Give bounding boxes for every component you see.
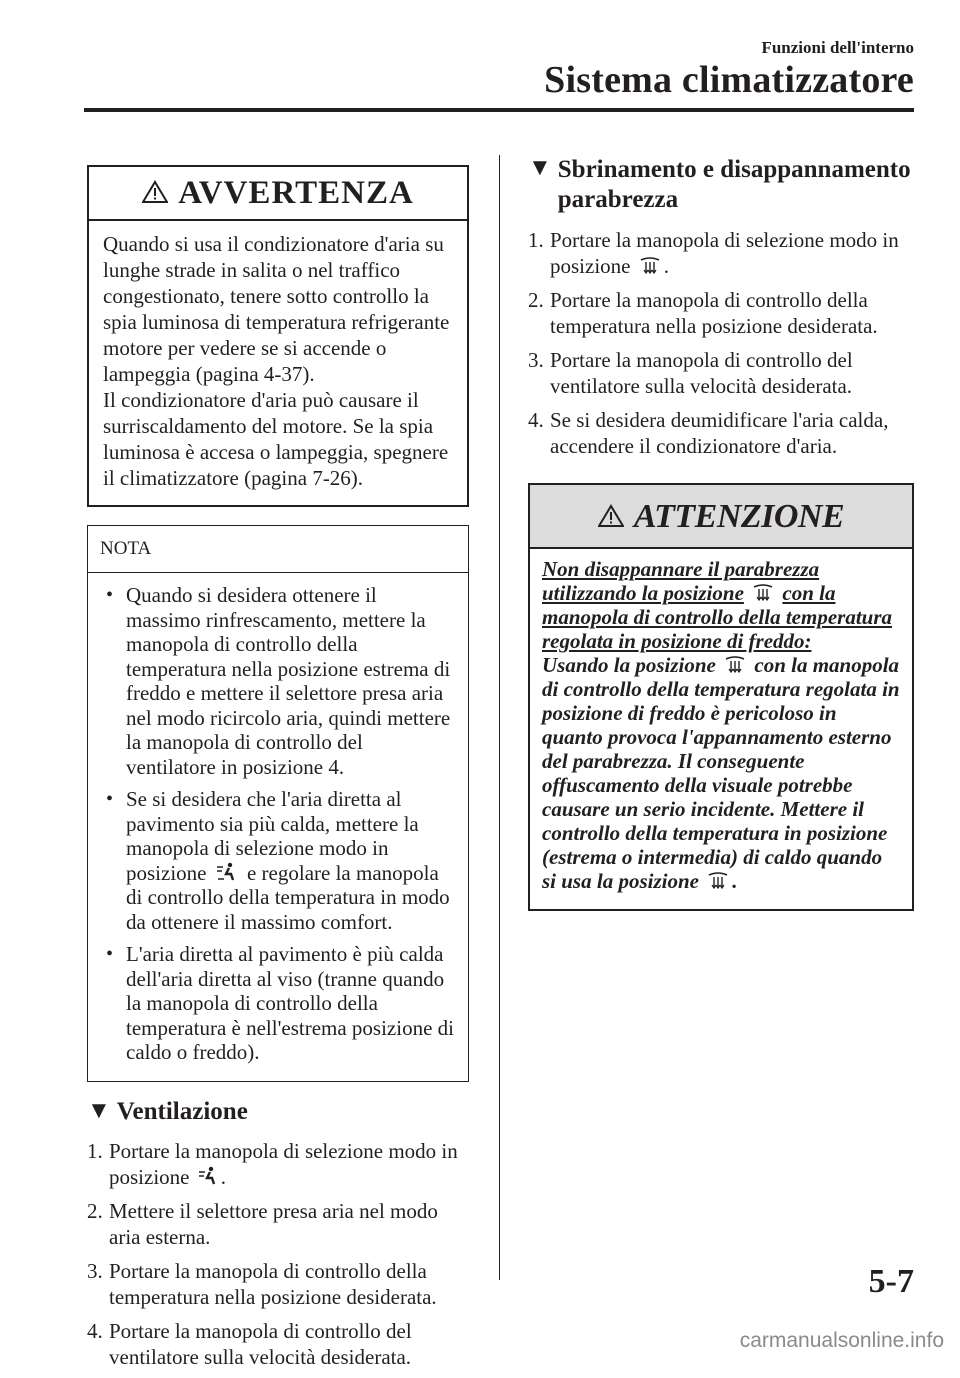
step-suffix: . bbox=[663, 254, 669, 278]
ventilazione-step-3 bbox=[87, 1258, 469, 1310]
ventilazione-steps bbox=[87, 1138, 469, 1370]
attenzione-text-2: con la manopola di controllo della temperatura regolata in posizione di freddo è pericoloso in quanto provoca l'appannamento esterno del parabrezza. Il conseguente offuscamento della visuale potrebbe causare un serio incidente. Mettere il controllo della temperatura in posizione (estrema o intermedia) di caldo quando si usa la posizione bbox=[542, 653, 900, 893]
defrost-icon bbox=[707, 872, 729, 890]
nota-bullet-2-text-b: e regolare la manopola di controllo della temperatura in modo da ottenere il massimo comfort. bbox=[126, 860, 450, 934]
attenzione-body bbox=[530, 549, 912, 909]
left-column bbox=[87, 165, 469, 1378]
warning-triangle-icon bbox=[598, 504, 624, 528]
attenzione-header bbox=[530, 485, 912, 549]
header-section: Funzioni dell'interno bbox=[761, 38, 914, 57]
step-number: 2. bbox=[528, 288, 544, 312]
sbrinamento-title: Sbrinamento e disappannamento parabrezza bbox=[557, 156, 911, 213]
warning-header bbox=[89, 167, 467, 221]
defrost-icon bbox=[724, 656, 746, 674]
column-divider bbox=[499, 155, 500, 1280]
sbrinamento-step-1 bbox=[528, 227, 914, 279]
defrost-icon bbox=[639, 257, 661, 275]
floor-face-mode-icon bbox=[215, 862, 239, 882]
step-text: Portare la manopola di selezione modo in posizione bbox=[550, 228, 899, 278]
right-column bbox=[528, 155, 914, 911]
nota-bullet-3: • L'aria diretta al pavimento è più calda dell'aria diretta al viso (tranne quando la manopola di controllo della temperatura è nell'estrema posizione di caldo o freddo). bbox=[102, 942, 454, 1065]
ventilazione-section bbox=[87, 1098, 469, 1370]
step-text: Mettere il selettore presa aria nel modo aria esterna. bbox=[109, 1198, 438, 1249]
ventilazione-title: Ventilazione bbox=[116, 1097, 248, 1125]
attenzione-title: ATTENZIONE bbox=[633, 498, 845, 535]
sbrinamento-section bbox=[528, 155, 914, 459]
step-number: 4. bbox=[87, 1318, 103, 1343]
ventilazione-step-2 bbox=[87, 1198, 469, 1250]
step-number: 1. bbox=[528, 228, 544, 252]
step-number: 3. bbox=[87, 1258, 103, 1283]
step-text: Portare la manopola di controllo della temperatura nella posizione desiderata. bbox=[550, 288, 878, 338]
warning-triangle-icon bbox=[142, 180, 168, 204]
step-suffix: . bbox=[220, 1164, 226, 1189]
attenzione-body-text bbox=[542, 653, 900, 893]
sbrinamento-step-4 bbox=[528, 407, 914, 459]
step-text: Portare la manopola di controllo della temperatura nella posizione desiderata. bbox=[109, 1258, 437, 1309]
warning-body bbox=[89, 221, 467, 505]
step-number: 2. bbox=[87, 1198, 103, 1223]
nota-box bbox=[87, 525, 469, 1082]
watermark: carmanualsonline.info bbox=[739, 1329, 944, 1352]
nota-body bbox=[88, 573, 468, 1081]
ventilazione-step-1 bbox=[87, 1138, 469, 1190]
warning-title: AVVERTENZA bbox=[178, 175, 414, 211]
step-text: Portare la manopola di controllo del ventilatore sulla velocità desiderata. bbox=[550, 348, 853, 398]
attenzione-underlined-text-1: Non disappannare il parabrezza utilizzando la posizione bbox=[542, 557, 820, 605]
step-text: Portare la manopola di controllo del ventilatore sulla velocità desiderata. bbox=[109, 1318, 412, 1369]
header-rule bbox=[84, 108, 914, 112]
warning-box bbox=[87, 165, 469, 507]
triangle-marker-icon: ▼ bbox=[528, 155, 552, 181]
attenzione-text-3: . bbox=[732, 869, 738, 893]
sbrinamento-steps bbox=[528, 227, 914, 459]
step-number: 4. bbox=[528, 408, 544, 432]
ventilazione-step-4 bbox=[87, 1318, 469, 1370]
nota-title: NOTA bbox=[88, 526, 468, 573]
page-title: Sistema climatizzatore bbox=[544, 59, 914, 101]
ventilazione-heading bbox=[87, 1098, 469, 1126]
attenzione-text-1: Usando la posizione bbox=[542, 653, 716, 677]
sbrinamento-heading bbox=[528, 155, 914, 215]
page-number: 5-7 bbox=[868, 1263, 914, 1300]
sbrinamento-step-3 bbox=[528, 347, 914, 399]
warning-text-2: Il condizionatore d'aria può causare il surriscaldamento del motore. Se la spia luminosa è accesa o lampeggia, spegnere il climatizzatore (pagina 7-26). bbox=[103, 388, 449, 490]
attenzione-box bbox=[528, 483, 914, 911]
defrost-icon bbox=[752, 584, 774, 602]
nota-bullet-2-text-a: Se si desidera che l'aria diretta al pavimento sia più calda, mettere la manopola di selezione modo in posizione bbox=[126, 787, 419, 885]
triangle-marker-icon: ▼ bbox=[87, 1097, 111, 1124]
step-text: Portare la manopola di selezione modo in posizione bbox=[109, 1138, 458, 1189]
nota-bullet-1: • Quando si desidera ottenere il massimo rinfrescamento, mettere la manopola di controllo della temperatura nella posizione estrema di freddo e mettere il selettore presa aria nel modo ricircolo aria, quindi mettere la manopola di controllo del ventilatore in posizione 4. bbox=[102, 583, 454, 779]
step-number: 3. bbox=[528, 348, 544, 372]
attenzione-underlined bbox=[542, 557, 900, 653]
attenzione-underlined-text-2: con la manopola di controllo della temperatura regolata in posizione di freddo: bbox=[542, 581, 893, 653]
face-mode-icon bbox=[198, 1166, 218, 1186]
sbrinamento-step-2 bbox=[528, 287, 914, 339]
warning-text-1: Quando si usa il condizionatore d'aria su lunghe strade in salita o nel traffico congestionato, tenere sotto controllo la spia luminosa di temperatura refrigerante motore per vedere se si accende o lampeggia (pagina 4-37). bbox=[103, 232, 450, 386]
step-number: 1. bbox=[87, 1138, 103, 1163]
nota-bullet-2 bbox=[102, 787, 454, 934]
step-text: Se si desidera deumidificare l'aria calda, accendere il condizionatore d'aria. bbox=[550, 408, 889, 458]
